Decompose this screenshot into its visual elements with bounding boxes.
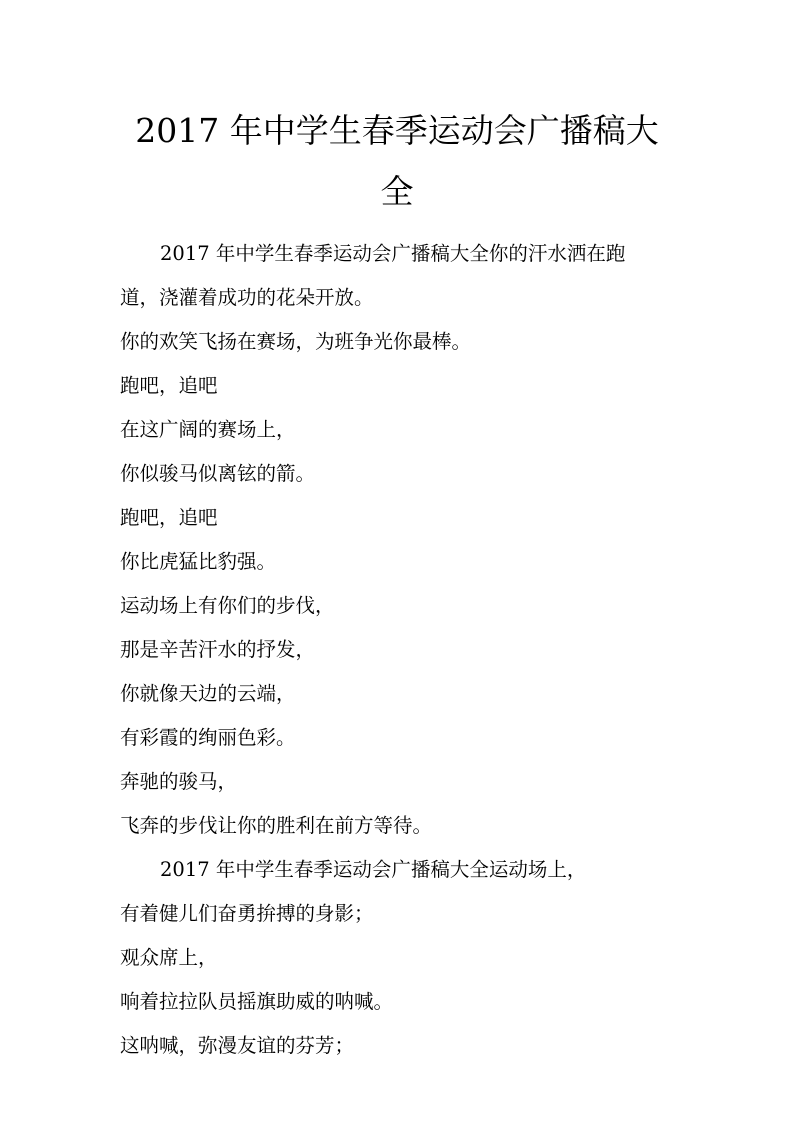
paragraph-line: 你比虎猛比豹强。 [120,550,277,573]
paragraph-line: 有彩霞的绚丽色彩。 [120,726,296,749]
paragraph-line: 道，浇灌着成功的花朵开放。 [120,286,374,309]
paragraph-line: 跑吧，追吧 [120,506,218,529]
paragraph-line: 观众席上， [120,946,218,969]
paragraph-line: 有着健儿们奋勇拚搏的身影； [120,902,374,925]
paragraph-line: 跑吧，追吧 [120,374,218,397]
document-title-line-2: 全 [380,172,414,211]
document-title-line-1: 2017 年中学生春季运动会广播稿大 [135,111,659,150]
paragraph-line: 你的欢笑飞扬在赛场，为班争光你最棒。 [120,330,472,353]
paragraph-line: 那是辛苦汗水的抒发， [120,638,316,661]
paragraph-line: 2017 年中学生春季运动会广播稿大全你的汗水洒在跑 [160,242,626,265]
paragraph-line: 运动场上有你们的步伐， [120,594,335,617]
paragraph-line: 响着拉拉队员摇旗助威的呐喊。 [120,990,394,1013]
paragraph-line: 你似骏马似离铉的箭。 [120,462,316,485]
paragraph-line: 奔驰的骏马， [120,770,238,793]
paragraph-line: 这呐喊，弥漫友谊的芬芳； [120,1034,355,1057]
paragraph-line: 在这广阔的赛场上， [120,418,296,441]
paragraph-line: 2017 年中学生春季运动会广播稿大全运动场上， [160,858,587,881]
paragraph-line: 你就像天边的云端， [120,682,296,705]
paragraph-line: 飞奔的步伐让你的胜利在前方等待。 [120,814,433,837]
